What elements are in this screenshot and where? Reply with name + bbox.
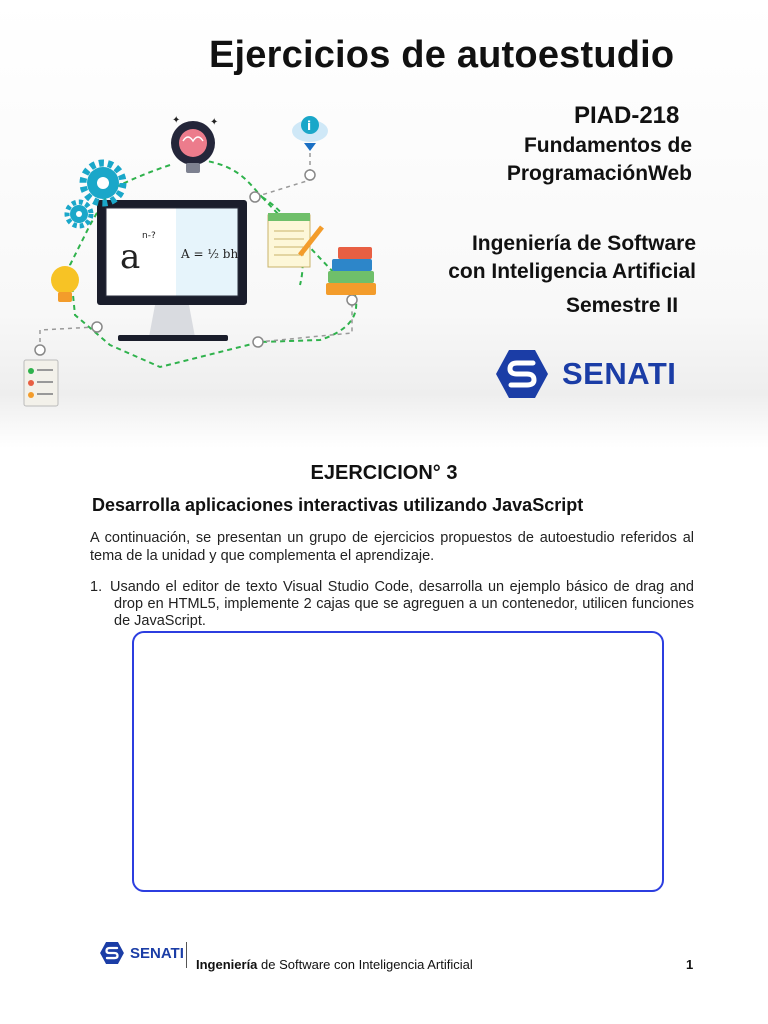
senati-emblem-icon (496, 350, 548, 398)
career-name (412, 230, 696, 286)
path-node (305, 170, 315, 180)
info-cloud-download-icon (292, 116, 328, 151)
path-node (250, 192, 260, 202)
answer-box[interactable] (132, 631, 664, 892)
svg-text:✦: ✦ (172, 115, 181, 126)
course-name-line1: Fundamentos de (523, 134, 692, 157)
footer-text-rest: de Software con Inteligencia Artificial (257, 957, 473, 972)
semester-label: Semestre II (566, 294, 679, 317)
career-line1: Ingeniería de Software (471, 232, 696, 255)
header-banner (0, 0, 768, 448)
intro-paragraph: A continuación, se presentan un grupo de ejercicios propuestos de autoestudio referidos al tema de la unidad y que complementa el aprendizaje. (90, 530, 694, 564)
footer-divider (186, 942, 187, 968)
notepad-pencil-icon (268, 213, 322, 267)
brain-lightbulb-icon (171, 115, 218, 173)
task-number: 1. (90, 579, 103, 595)
path-node (92, 322, 102, 332)
formula-exponent: n-? (142, 231, 156, 241)
senati-logo-text: SENATI (562, 356, 677, 391)
senati-emblem-icon (100, 942, 124, 964)
exercise-heading: EJERCICION° 3 (310, 462, 458, 484)
svg-text:i: i (307, 119, 312, 133)
path-node (35, 345, 45, 355)
page-title: Ejercicios de autoestudio (209, 34, 675, 76)
course-name (470, 132, 692, 188)
career-line2: con Inteligencia Artificial (448, 260, 696, 283)
exercise-subtitle: Desarrolla aplicaciones interactivas utilizando JavaScript (92, 495, 584, 515)
formula-left: a (120, 237, 141, 277)
education-illustration (0, 105, 410, 415)
course-name-line2: ProgramaciónWeb (506, 162, 692, 185)
books-icon (326, 247, 376, 295)
path-node (347, 295, 357, 305)
monitor-icon (97, 200, 247, 341)
checklist-icon (24, 360, 58, 406)
page-number: 1 (686, 957, 694, 972)
footer-career-text (196, 957, 473, 972)
course-code: PIAD-218 (574, 102, 680, 129)
senati-logo (496, 350, 676, 398)
footer (0, 936, 768, 986)
footer-senati-logo (100, 942, 184, 964)
footer-text-bold: Ingeniería (196, 957, 258, 972)
formula-right: A = ½ bh (181, 247, 239, 261)
lightbulb-icon (51, 266, 79, 302)
footer-logo-text: SENATI (130, 944, 184, 962)
task-text: Usando el editor de texto Visual Studio Code, desarrolla un ejemplo básico de drag and drop en HTML5, implemente 2 cajas que se agreguen a un contenedor, utilicen funciones de JavaScript. (110, 579, 694, 629)
task-item (90, 579, 694, 630)
svg-text:✦: ✦ (210, 117, 219, 128)
path-node (253, 337, 263, 347)
